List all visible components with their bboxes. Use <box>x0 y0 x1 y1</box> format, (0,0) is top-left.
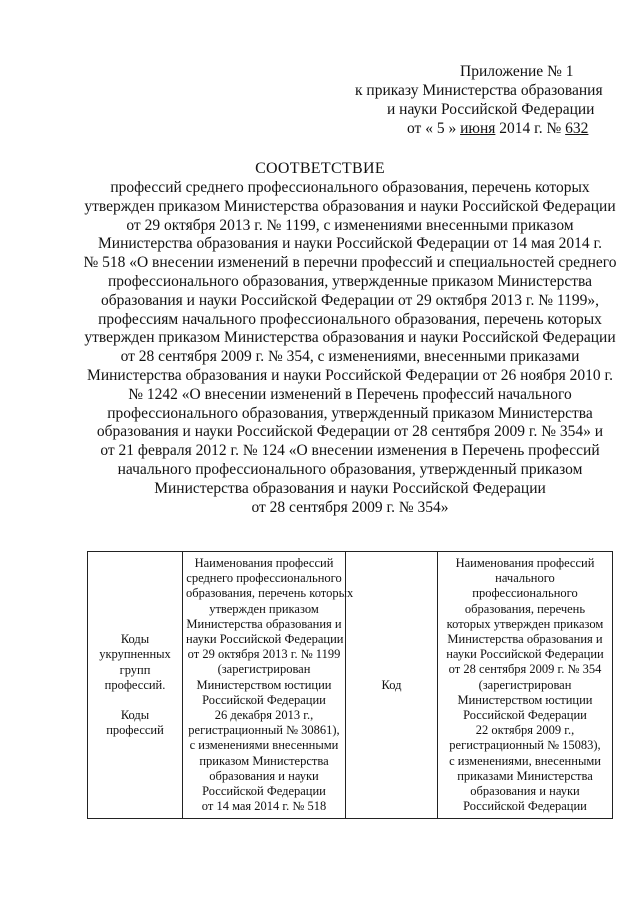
header-line: Наименования профессий <box>455 556 595 570</box>
header-line: науки Российской Федерации <box>186 632 344 647</box>
appendix-ministry: и науки Российской Федерации <box>387 101 595 118</box>
heading-line: образования и науки Российской Федерации от 29 октября 2013 г. № 1199», <box>101 291 599 309</box>
header-line: Российской Федерации <box>463 708 587 723</box>
header-cell-code: Код <box>346 552 438 819</box>
header-line: начального <box>495 571 555 586</box>
heading-line: начального профессионального образования, утвержденный приказом <box>117 460 583 478</box>
heading-line: Министерства образования и науки Российской Федерации <box>154 479 546 497</box>
appendix-order-ref: к приказу Министерства образования <box>355 82 603 99</box>
header-line: с изменениями, внесенными <box>449 753 601 768</box>
heading-line: № 518 «О внесении изменений в перечни профессий и специальностей среднего <box>83 254 617 272</box>
header-line: регистрационный № 15083), <box>449 738 601 753</box>
appendix-date-prefix: от « 5 » <box>407 120 461 137</box>
heading-line: профессиям начального профессионального образования, перечень которых <box>98 310 602 328</box>
appendix-order-number: 632 <box>565 120 589 137</box>
header-line: образования, перечень которых <box>186 586 354 601</box>
heading-line: от 29 октября 2013 г. № 1199, с изменениями внесенными приказом <box>126 216 574 234</box>
appendix-date-month: июня <box>460 120 496 137</box>
header-cell-spo-names <box>183 552 354 819</box>
header-line: регистрационный № 30861), <box>188 723 340 738</box>
header-line: приказом Министерства <box>199 753 329 768</box>
heading-line: № 1242 «О внесении изменений в Перечень профессий начального <box>128 385 572 403</box>
header-line: образования и науки <box>209 768 319 783</box>
correspondence-table <box>87 551 613 819</box>
heading-line: Министерства образования и науки Российской Федерации от 26 ноября 2010 г. <box>87 366 613 384</box>
header-line: от 29 октября 2013 г. № 1199 <box>187 647 341 662</box>
header-line: от 14 мая 2014 г. № 518 <box>201 799 327 814</box>
header-line: (зарегистрирован <box>478 677 572 692</box>
header-line: образования и науки <box>470 784 580 799</box>
header-line: Министерством юстиции <box>196 677 332 692</box>
header-line: образования, перечень <box>464 601 586 616</box>
heading-line: профессионального образования, утвержденный приказом Министерства <box>107 404 593 422</box>
header-cell-codes <box>88 552 183 819</box>
header-line: профессий. <box>104 677 166 692</box>
header-line: Коды <box>120 707 150 722</box>
header-line: среднего профессионального <box>186 571 342 586</box>
header-line: Министерством юстиции <box>457 692 593 707</box>
header-spacer <box>91 693 179 708</box>
heading-line: утвержден приказом Министерства образования и науки Российской Федерации <box>84 197 616 215</box>
header-line: Министерства образования и <box>186 616 342 631</box>
header-line: приказами Министерства <box>457 768 593 783</box>
header-line: Российской Федерации <box>202 784 326 799</box>
header-line: Коды <box>120 632 150 647</box>
appendix-date <box>330 119 600 138</box>
header-line: от 28 сентября 2009 г. № 354 <box>448 662 602 677</box>
header-line: профессий <box>106 723 164 738</box>
document-title: СООТВЕТСТВИЕ <box>255 160 385 177</box>
heading-line: профессий среднего профессионального образования, перечень которых <box>110 179 590 196</box>
header-line: науки Российской Федерации <box>446 647 604 662</box>
heading-line: Министерства образования и науки Российской Федерации от 14 мая 2014 г. <box>98 235 602 253</box>
header-line: с изменениями внесенными <box>189 738 339 753</box>
header-line: групп <box>119 662 151 677</box>
document-heading <box>80 179 620 517</box>
heading-line: профессионального образования, утвержденные приказом Министерства <box>107 272 593 290</box>
header-line: Наименования профессий <box>194 556 334 570</box>
header-line: профессионального <box>472 586 578 601</box>
table-header-row <box>88 552 613 819</box>
appendix-block <box>330 62 603 138</box>
header-cell-npo-names <box>438 552 613 819</box>
appendix-number: Приложение № 1 <box>460 63 574 80</box>
header-line: (зарегистрирован <box>217 662 311 677</box>
header-line: которых утвержден приказом <box>446 616 604 631</box>
header-line: 22 октября 2009 г., <box>475 723 575 738</box>
heading-line: утвержден приказом Министерства образования и науки Российской Федерации <box>84 329 616 347</box>
header-line: Российской Федерации <box>463 799 587 814</box>
header-line: утвержден приказом <box>209 601 319 616</box>
header-line: Российской Федерации <box>202 692 326 707</box>
heading-line: от 28 сентября 2009 г. № 354» <box>251 498 449 516</box>
appendix-date-mid: 2014 г. № <box>495 120 566 137</box>
header-line: 26 декабря 2013 г., <box>214 708 314 723</box>
header-line: Министерства образования и <box>447 632 603 647</box>
heading-line: от 28 сентября 2009 г. № 354, с изменениями, внесенными приказами <box>120 348 580 366</box>
heading-line: от 21 февраля 2012 г. № 124 «О внесении изменения в Перечень профессий <box>100 442 600 460</box>
header-line: укрупненных <box>99 647 171 662</box>
heading-line: образования и науки Российской Федерации от 28 сентября 2009 г. № 354» и <box>96 423 604 441</box>
